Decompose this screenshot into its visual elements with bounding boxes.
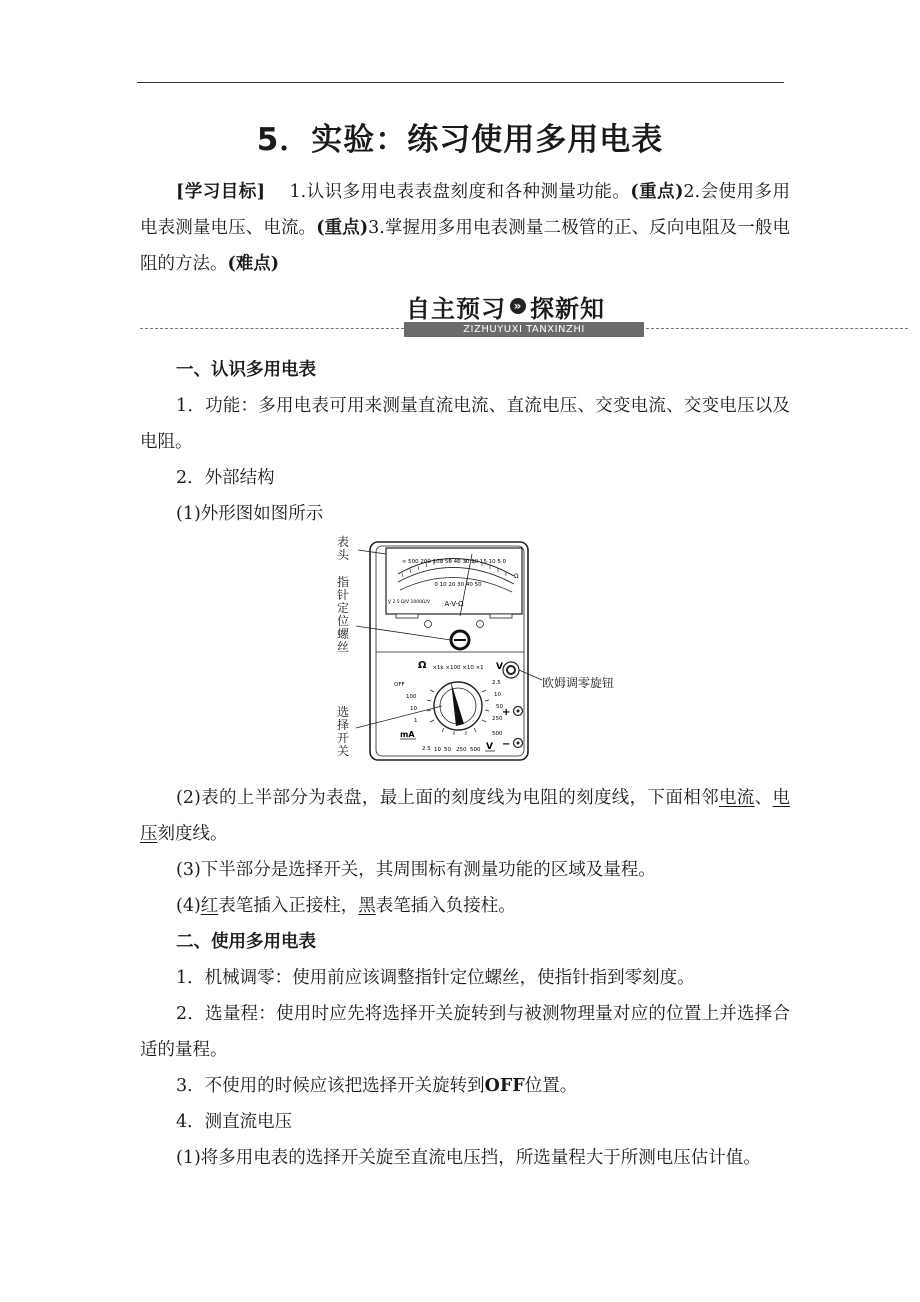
switch-off: OFF [394,682,405,688]
s1-paragraph-2: 2．外部结构 [176,468,275,488]
objective-1: 1.认识多用电表表盘刻度和各种测量功能。 [289,182,631,202]
banner-dash-right [646,328,908,329]
section-banner [0,290,920,340]
minus-sign: − [502,739,511,750]
section-1-heading: 一、认识多用电表 [176,360,316,380]
learning-objectives [140,174,790,282]
objective-2-tag: (重点) [316,218,369,238]
s1-paragraph-5: (3)下半部分是选择开关，其周围标有测量功能的区域及量程。 [176,860,656,880]
s2-p3-off: OFF [484,1076,525,1096]
s1-p6-text-2: 表笔插入正接柱， [218,896,359,916]
s1-p6-text-1: (4) [176,896,201,916]
s1-paragraph-1: 1．功能：多用电表可用来测量直流电流、直流电压、交变电流、交变电压以及电阻。 [140,396,790,452]
s2-paragraph-2: 2．选量程：使用时应先将选择开关旋转到与被测物理量对应的位置上并选择合适的量程。 [140,1004,790,1060]
label-pointer-screw: 指针定位螺丝 [336,575,349,654]
banner-title [406,290,646,322]
switch-l10: 10 [410,706,417,712]
dial-bottom-ticks: 0 10 20 30 40 50 [434,582,482,588]
switch-ma: mA [400,730,415,739]
s1-p4-underline-current: 电流 [718,788,755,808]
banner-left: 自主预习 [406,294,506,323]
s2-paragraph-4: 4．测直流电压 [176,1112,293,1132]
switch-r25: 2.5 [492,680,501,686]
page-title: 5．实验：练习使用多用电表 [256,122,664,158]
switch-b10: 10 [434,747,441,753]
switch-v-symbol: V [496,662,503,672]
switch-ohm-ranges: ×1k ×100 ×10 ×1 [432,665,484,671]
switch-r50: 50 [496,704,503,710]
multimeter-drawing [330,528,660,768]
banner-pinyin: ZIZHUYUXI TANXINZHI [404,322,644,337]
switch-r10: 10 [494,692,501,698]
dial-ohm-symbol: Ω [514,573,519,580]
s2-paragraph-1: 1．机械调零：使用前应该调整指针定位螺丝，使指针指到零刻度。 [176,968,695,988]
label-select-switch: 选择开关 [336,705,349,758]
objectives-label: [学习目标] [176,182,265,202]
switch-v-bottom: V [486,742,493,752]
banner-dash-left [140,328,404,329]
objective-1-tag: (重点) [630,182,684,202]
objective-2: 2.会使用多用电表测量电压、电流。 [140,182,791,238]
top-rule [137,82,784,83]
dial-side-text: V̲ 2.5 Ω/V 1000Ω/V [388,600,431,605]
dial-top-ticks: ∞ 500 200 100 50 40 30 20 15 10 5 0 [401,559,507,565]
switch-b25: 2.5 [422,746,431,752]
banner-arrow-icon: » [510,298,526,314]
s1-paragraph-3: (1)外形图如图所示 [176,504,324,524]
switch-b50: 50 [444,747,451,753]
objective-3-tag: (难点) [227,254,280,274]
switch-r250: 250 [492,716,503,722]
switch-b250: 250 [456,747,467,753]
multimeter-figure [330,528,660,768]
label-meter-head: 表头 [336,535,349,562]
s1-p6-underline-red: 红 [200,896,219,916]
s1-paragraph-4 [140,780,790,852]
switch-r500: 500 [492,731,503,737]
switch-l1: 1 [414,718,418,724]
s1-p6-underline-black: 黑 [358,896,376,916]
s2-paragraph-5: (1)将多用电表的选择开关旋至直流电压挡，所选量程大于所测电压估计值。 [176,1148,761,1168]
s2-p3-text-2: 位置。 [524,1076,578,1096]
switch-omega: Ω [418,660,427,671]
s1-paragraph-6 [140,888,790,924]
s1-p4-underline-voltage: 电压 [140,788,791,844]
label-ohm-zero-knob: 欧姆调零旋钮 [542,676,615,690]
switch-b500: 500 [470,747,481,753]
plus-sign: + [502,707,511,718]
s1-p4-sep: 、 [754,788,773,808]
section-2-heading: 二、使用多用电表 [176,932,316,952]
s1-p6-text-3: 表笔插入负接柱。 [375,896,516,916]
objective-3: 3.掌握用多用电表测量二极管的正、反向电阻及一般电阻的方法。 [140,218,791,274]
dial-text: A-V-Ω [444,600,464,608]
s2-p3-text-1: 3．不使用的时候应该把选择开关旋转到 [176,1076,485,1096]
s1-p4-text-2: 刻度线。 [157,824,228,844]
s2-paragraph-3 [140,1068,790,1104]
banner-right: 探新知 [530,294,605,323]
switch-l100: 100 [406,694,417,700]
s1-p4-text-1: (2)表的上半部分为表盘，最上面的刻度线为电阻的刻度线，下面相邻 [176,788,719,808]
